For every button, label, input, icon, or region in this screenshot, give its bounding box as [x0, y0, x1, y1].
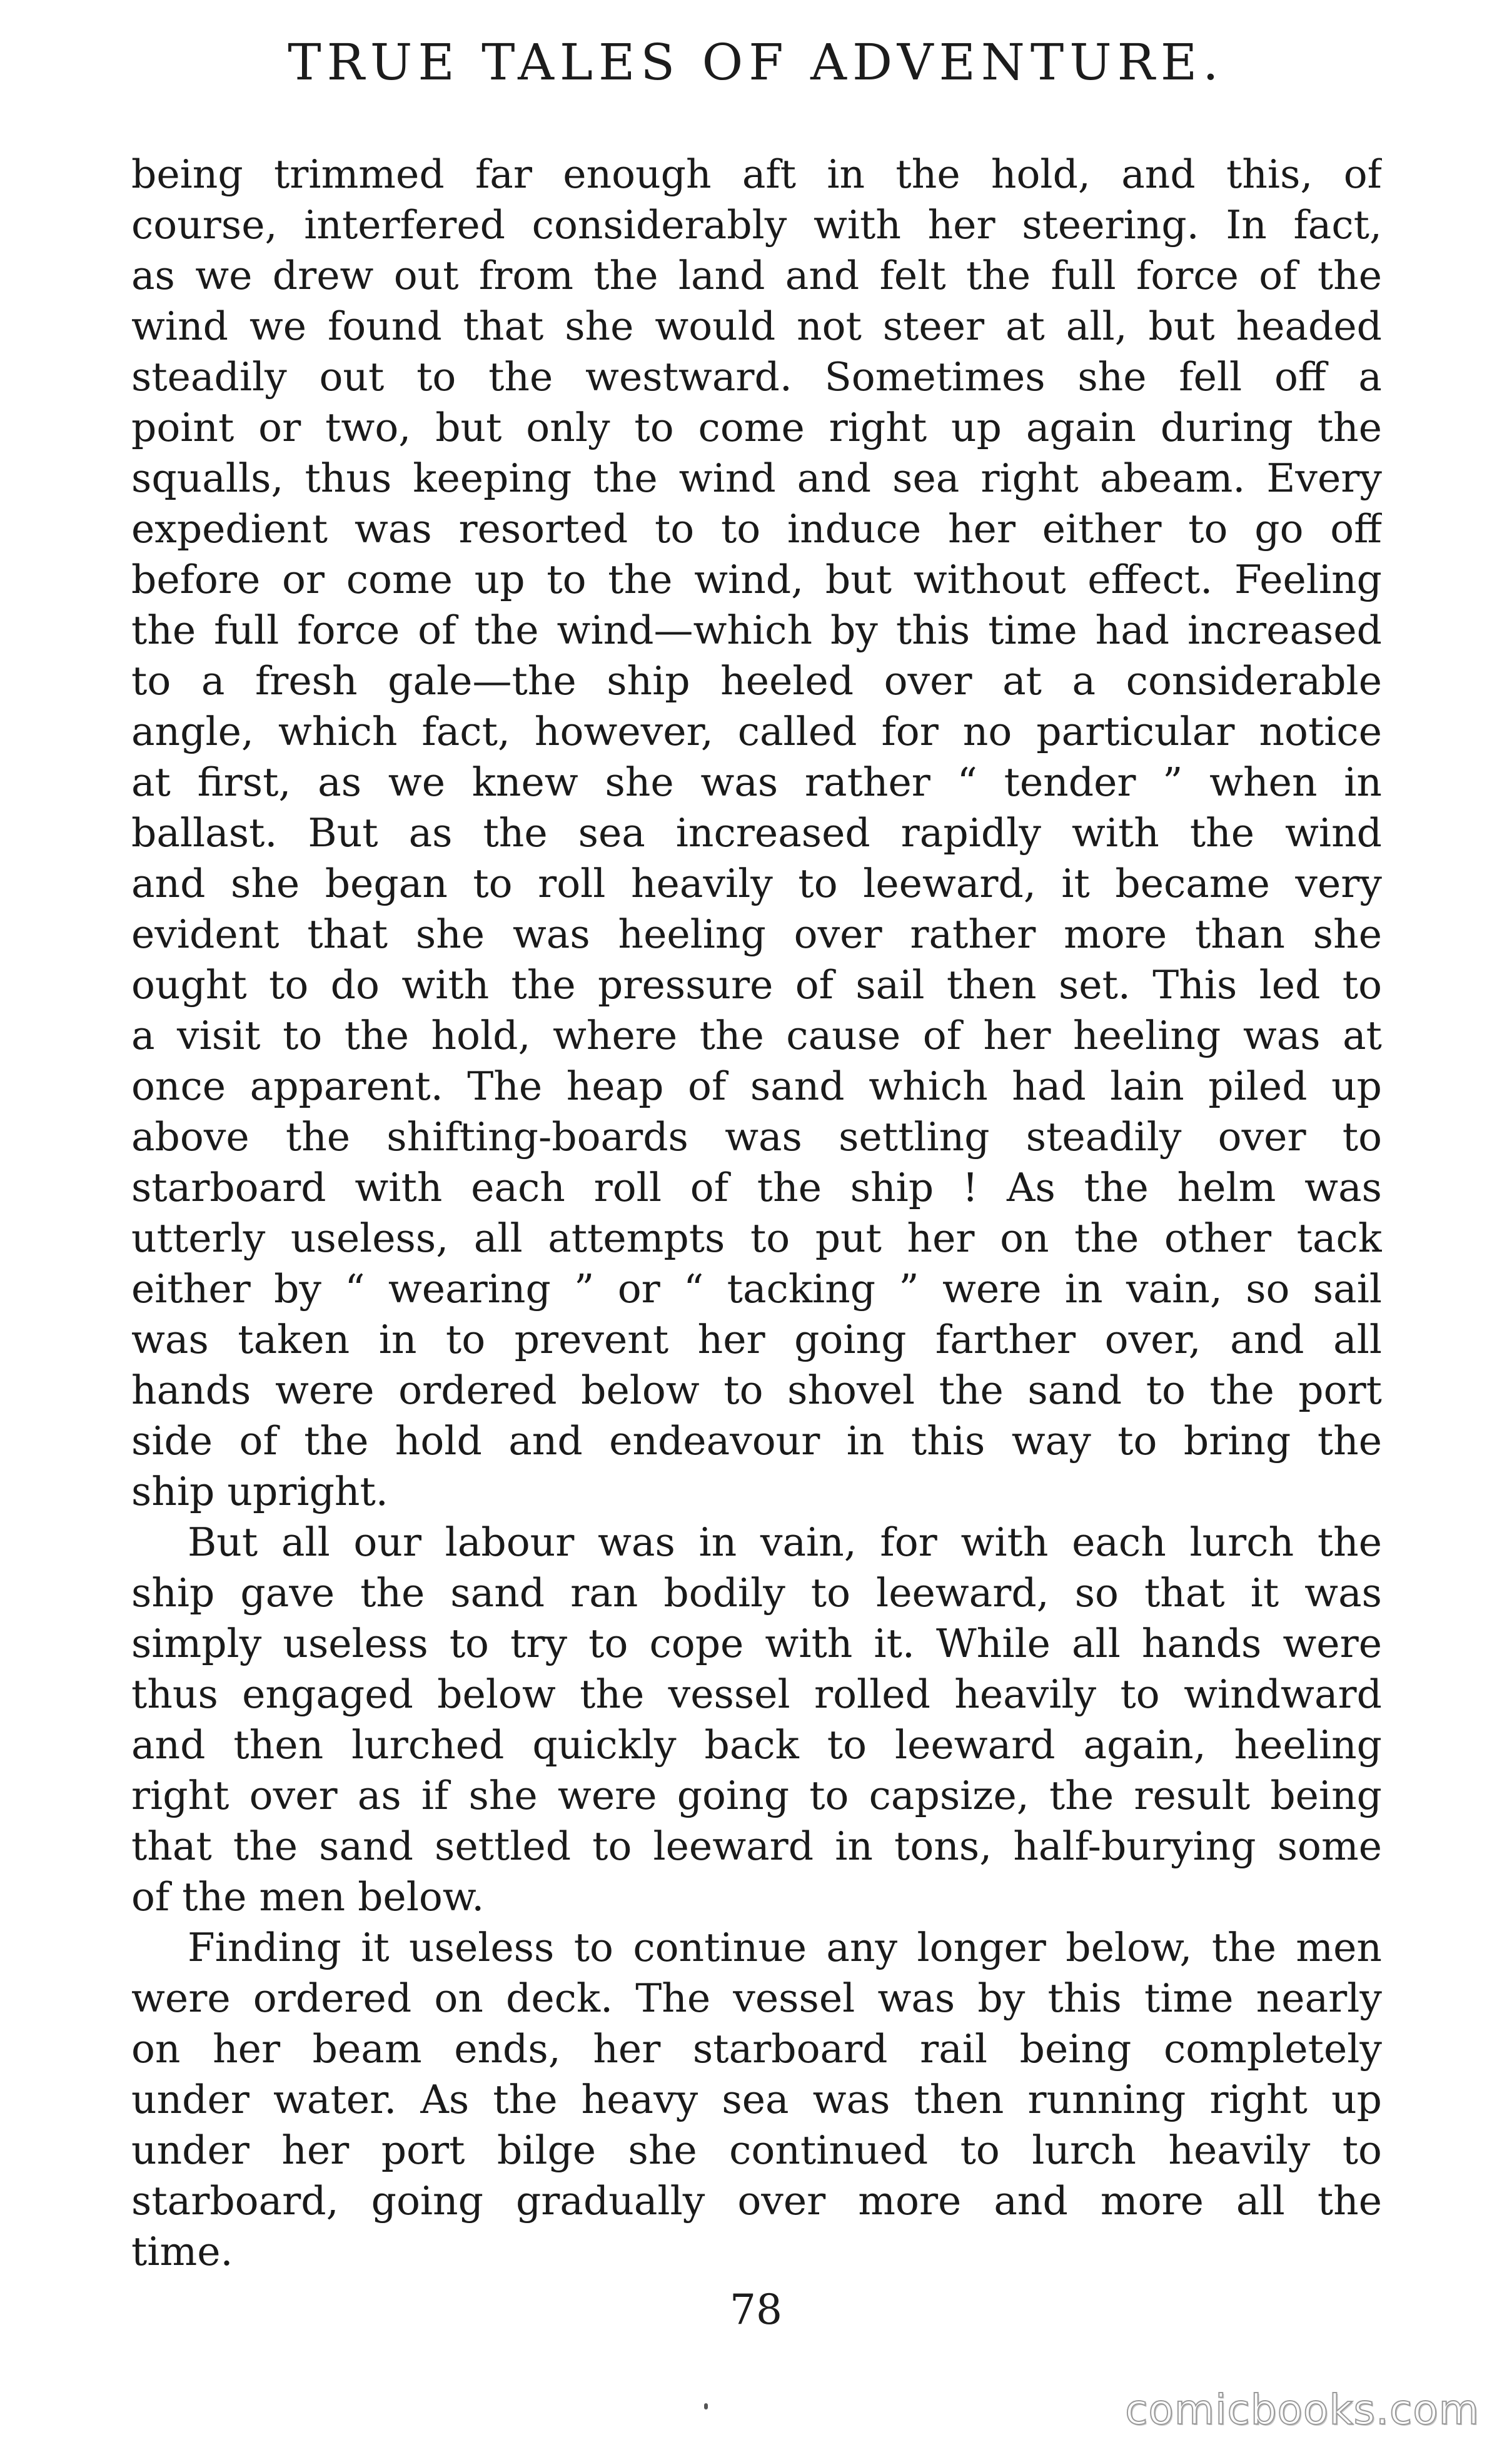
text-line: once apparent. The heap of sand which had lain piled up [131, 1063, 1382, 1109]
text-line: was taken in to prevent her going farther over, and all [131, 1317, 1382, 1362]
text-line: the full force of the wind—which by this time had increased [131, 607, 1382, 653]
text-line: on her beam ends, her starboard rail being completely [131, 2026, 1382, 2072]
paragraph-first-line: But all our labour was in vain, for with each lurch the [188, 1519, 1382, 1565]
watermark-logo: comicbooks.com [1125, 2386, 1479, 2434]
text-line: under water. As the heavy sea was then running right up [131, 2077, 1382, 2122]
text-line: under her port bilge she continued to lurch heavily to [131, 2127, 1382, 2173]
text-line: right over as if she were going to capsize, the result being [131, 1773, 1382, 1818]
text-line: squalls, thus keeping the wind and sea right abeam. Every [131, 455, 1382, 501]
text-line: starboard with each roll of the ship ! As the helm was [131, 1165, 1382, 1210]
text-line: time. [131, 2229, 233, 2274]
paragraph-first-line: Finding it useless to continue any longer below, the men [188, 1925, 1382, 1970]
text-line: above the shifting-boards was settling steadily over to [131, 1114, 1382, 1160]
text-line: steadily out to the westward. Sometimes she fell off a [131, 354, 1382, 400]
text-line: thus engaged below the vessel rolled heavily to windward [131, 1671, 1382, 1717]
text-line: were ordered on deck. The vessel was by this time nearly [131, 1975, 1382, 2021]
text-line: and then lurched quickly back to leeward again, heeling [131, 1722, 1382, 1768]
text-line: of the men below. [131, 1874, 485, 1920]
text-line: expedient was resorted to to induce her either to go off [131, 506, 1382, 552]
page-number: 78 [730, 2286, 782, 2334]
text-line: ship upright. [131, 1469, 388, 1514]
text-line: ship gave the sand ran bodily to leeward, so that it was [131, 1570, 1382, 1616]
text-line: course, interfered considerably with her steering. In fact, [131, 202, 1382, 248]
text-line: before or come up to the wind, but without effect. Feeling [131, 557, 1382, 602]
text-line: angle, which fact, however, called for no particular notice [131, 709, 1382, 754]
text-line: evident that she was heeling over rather more than she [131, 911, 1382, 957]
text-line: to a fresh gale—the ship heeled over at a considerable [131, 658, 1382, 704]
text-line: wind we found that she would not steer at all, but headed [131, 303, 1382, 349]
text-line: side of the hold and endeavour in this way to bring the [131, 1418, 1382, 1464]
text-line: and she began to roll heavily to leeward, it became very [131, 861, 1382, 906]
running-head: TRUE TALES OF ADVENTURE. [288, 33, 1224, 91]
text-line: simply useless to try to cope with it. While all hands were [131, 1621, 1382, 1666]
text-line: either by “ wearing ” or “ tacking ” were in vain, so sail [131, 1266, 1382, 1312]
text-line: point or two, but only to come right up again during the [131, 405, 1382, 450]
text-line: that the sand settled to leeward in tons, half-burying some [131, 1823, 1382, 1869]
text-line: a visit to the hold, where the cause of her heeling was at [131, 1013, 1382, 1058]
body-text [131, 149, 1382, 2277]
text-line: ought to do with the pressure of sail then set. This led to [131, 962, 1382, 1008]
text-line: hands were ordered below to shovel the sand to the port [131, 1367, 1382, 1413]
text-line: utterly useless, all attempts to put her on the other tack [131, 1215, 1382, 1261]
text-line: starboard, going gradually over more and more all the [131, 2178, 1382, 2224]
text-line: at first, as we knew she was rather “ tender ” when in [131, 759, 1382, 805]
text-line: as we drew out from the land and felt the full force of the [131, 253, 1382, 298]
print-speck [704, 2403, 708, 2409]
text-line: ballast. But as the sea increased rapidly with the wind [131, 810, 1382, 856]
text-line: being trimmed far enough aft in the hold, and this, of [131, 151, 1382, 197]
